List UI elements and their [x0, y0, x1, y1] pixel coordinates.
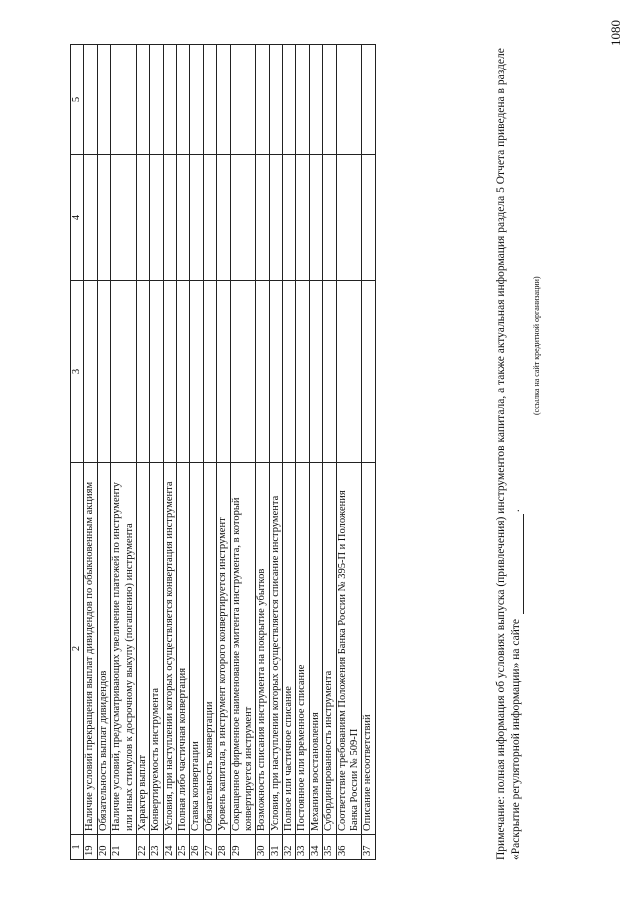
row-value-cell-3: [84, 281, 97, 463]
row-value-cell-4: [150, 155, 163, 281]
row-value-cell-5: [177, 45, 190, 155]
row-description-cell: Полное или частичное списание: [283, 463, 296, 835]
row-value-cell-4: [203, 155, 216, 281]
capital-instruments-table: [70, 44, 376, 860]
header-col-1: 1: [71, 835, 84, 860]
row-value-cell-5: [217, 45, 230, 155]
row-value-cell-5: [111, 45, 137, 155]
row-number-cell: 32: [283, 835, 296, 860]
table-row: [269, 45, 282, 860]
row-number-cell: 19: [84, 835, 97, 860]
row-number-cell: 29: [230, 835, 256, 860]
row-description-cell: Описание несоответствий: [362, 463, 375, 835]
row-value-cell-5: [230, 45, 256, 155]
table-row: [309, 45, 322, 860]
row-number-cell: 28: [217, 835, 230, 860]
row-value-cell-3: [309, 281, 322, 463]
row-value-cell-3: [217, 281, 230, 463]
row-number-cell: 36: [336, 835, 362, 860]
row-number-cell: 37: [362, 835, 375, 860]
row-description-cell: Характер выплат: [136, 463, 149, 835]
table-row: [336, 45, 362, 860]
row-description-cell: Наличие условий прекращения выплат дивидендов по обыкновенным акциям: [84, 463, 97, 835]
row-value-cell-5: [362, 45, 375, 155]
row-number-cell: 33: [296, 835, 309, 860]
header-col-2: 2: [71, 463, 84, 835]
row-description-cell: Субординированность инструмента: [323, 463, 336, 835]
row-description-cell: Ставка конвертации: [190, 463, 203, 835]
row-value-cell-5: [323, 45, 336, 155]
row-value-cell-3: [336, 281, 362, 463]
row-description-cell: Условия, при наступлении которых осуществляется конвертация инструмента: [163, 463, 176, 835]
row-value-cell-4: [269, 155, 282, 281]
row-value-cell-4: [230, 155, 256, 281]
row-value-cell-3: [283, 281, 296, 463]
row-value-cell-3: [323, 281, 336, 463]
table-row: [150, 45, 163, 860]
row-value-cell-4: [177, 155, 190, 281]
row-value-cell-4: [296, 155, 309, 281]
row-value-cell-3: [163, 281, 176, 463]
table-row: [177, 45, 190, 860]
row-description-cell: Уровень капитала, в инструмент которого конвертируется инструмент: [217, 463, 230, 835]
row-value-cell-5: [84, 45, 97, 155]
row-value-cell-3: [136, 281, 149, 463]
row-value-cell-5: [163, 45, 176, 155]
row-value-cell-5: [296, 45, 309, 155]
row-value-cell-3: [362, 281, 375, 463]
row-number-cell: 35: [323, 835, 336, 860]
row-value-cell-4: [84, 155, 97, 281]
table-row: [283, 45, 296, 860]
row-number-cell: 26: [190, 835, 203, 860]
table-row: [190, 45, 203, 860]
row-value-cell-4: [111, 155, 137, 281]
table-row: [136, 45, 149, 860]
row-value-cell-3: [256, 281, 269, 463]
table-row: [163, 45, 176, 860]
row-value-cell-5: [256, 45, 269, 155]
table-row: [217, 45, 230, 860]
row-value-cell-5: [150, 45, 163, 155]
row-value-cell-4: [97, 155, 110, 281]
row-description-cell: Соответствие требованиям Положения Банка России № 395-П и Положения Банка России № 509-П: [336, 463, 362, 835]
row-value-cell-3: [150, 281, 163, 463]
row-value-cell-3: [177, 281, 190, 463]
row-description-cell: Механизм восстановления: [309, 463, 322, 835]
table-row: [256, 45, 269, 860]
row-value-cell-4: [362, 155, 375, 281]
row-value-cell-4: [256, 155, 269, 281]
row-description-cell: Постоянное или временное списание: [296, 463, 309, 835]
row-value-cell-4: [217, 155, 230, 281]
table-header-row: [71, 45, 84, 860]
row-value-cell-5: [283, 45, 296, 155]
row-value-cell-4: [136, 155, 149, 281]
row-number-cell: 22: [136, 835, 149, 860]
row-value-cell-4: [163, 155, 176, 281]
row-value-cell-3: [111, 281, 137, 463]
row-value-cell-5: [269, 45, 282, 155]
row-number-cell: 20: [97, 835, 110, 860]
table-row: [111, 45, 137, 860]
website-link-blank: [511, 514, 524, 614]
row-description-cell: Полная либо частичная конвертация: [177, 463, 190, 835]
row-value-cell-5: [97, 45, 110, 155]
row-value-cell-5: [309, 45, 322, 155]
row-description-cell: Конвертируемость инструмента: [150, 463, 163, 835]
table-row: [203, 45, 216, 860]
table-row: [230, 45, 256, 860]
footnote-text: Примечание: полная информация об условиях выпуска (привлечения) инструментов капитала, а также актуальная информация раздела 5 Отчета приведена в разделе «Раскрытие регуляторной информации» на сайте: [495, 48, 522, 860]
row-value-cell-3: [296, 281, 309, 463]
row-value-cell-3: [97, 281, 110, 463]
row-description-cell: Возможность списания инструмента на покрытие убытков: [256, 463, 269, 835]
row-description-cell: Условия, при наступлении которых осуществляется списание инструмента: [269, 463, 282, 835]
row-number-cell: 27: [203, 835, 216, 860]
row-value-cell-3: [190, 281, 203, 463]
table-row: [362, 45, 375, 860]
table-row: [84, 45, 97, 860]
row-number-cell: 34: [309, 835, 322, 860]
row-value-cell-4: [309, 155, 322, 281]
row-description-cell: Обязательность конвертации: [203, 463, 216, 835]
link-caption: (ссылка на сайт кредитной организации): [532, 276, 541, 415]
row-value-cell-4: [190, 155, 203, 281]
row-value-cell-5: [136, 45, 149, 155]
table-row: [323, 45, 336, 860]
table-row: [296, 45, 309, 860]
row-value-cell-3: [203, 281, 216, 463]
row-value-cell-4: [323, 155, 336, 281]
row-value-cell-3: [230, 281, 256, 463]
row-value-cell-4: [336, 155, 362, 281]
row-description-cell: Сокращенное фирменное наименование эмитента инструмента, в который конвертируется инструмент: [230, 463, 256, 835]
row-value-cell-5: [190, 45, 203, 155]
row-description-cell: Обязательность выплат дивидендов: [97, 463, 110, 835]
row-value-cell-5: [336, 45, 362, 155]
row-value-cell-4: [283, 155, 296, 281]
rotated-landscape-content: [70, 40, 590, 860]
row-number-cell: 25: [177, 835, 190, 860]
table-row: [97, 45, 110, 860]
row-number-cell: 21: [111, 835, 137, 860]
header-col-5: 5: [71, 45, 84, 155]
row-number-cell: 31: [269, 835, 282, 860]
row-value-cell-3: [269, 281, 282, 463]
header-col-3: 3: [71, 281, 84, 463]
row-number-cell: 24: [163, 835, 176, 860]
row-number-cell: 30: [256, 835, 269, 860]
footnote: Примечание: полная информация об условиях выпуска (привлечения) инструментов капитала, а также актуальная информация раздела 5 Отчета приведена в разделе «Раскрытие регуляторной информации» на сайте .: [495, 48, 522, 860]
header-col-4: 4: [71, 155, 84, 281]
row-number-cell: 23: [150, 835, 163, 860]
row-value-cell-5: [203, 45, 216, 155]
page-number: 1080: [608, 20, 623, 46]
row-description-cell: Наличие условий, предусматривающих увеличение платежей по инструменту или иных стимулов к досрочному выкупу (погашению) инструмента: [111, 463, 137, 835]
